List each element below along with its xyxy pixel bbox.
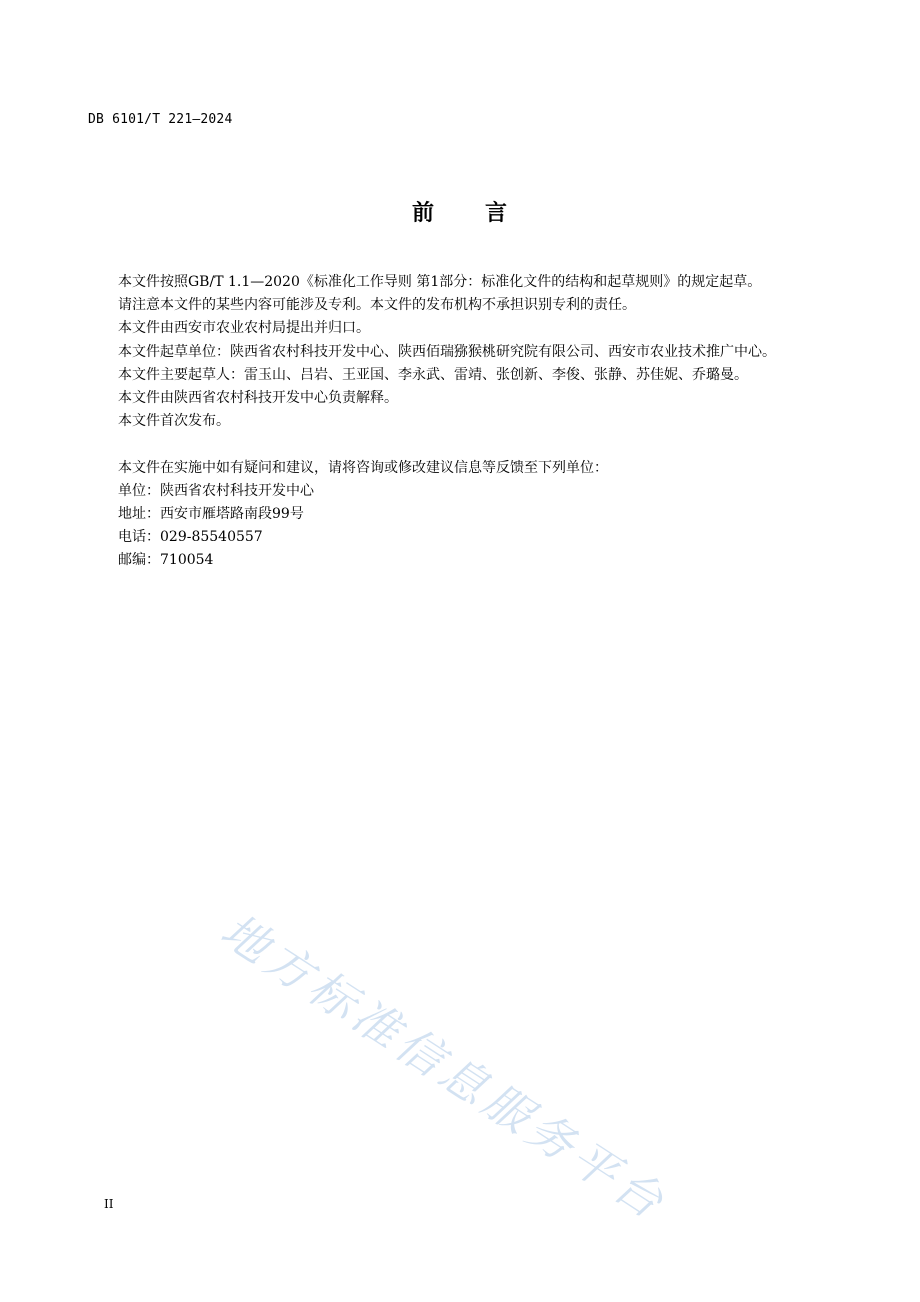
feedback-phone: 电话：029-85540557 [118,529,263,546]
feedback-postcode: 邮编：710054 [118,552,214,569]
page-number: II [104,1197,114,1211]
document-code: DB 6101/T 221—2024 [88,112,233,127]
paragraph: 本文件由西安市农业农村局提出并归口。 [118,320,370,337]
paragraph: 本文件首次发布。 [118,413,230,430]
paragraph: 本文件主要起草人：雷玉山、吕岩、王亚国、李永武、雷靖、张创新、李俊、张静、苏佳妮、乔璐曼。 [118,366,748,383]
feedback-unit: 单位：陕西省农村科技开发中心 [118,482,314,499]
feedback-intro: 本文件在实施中如有疑问和建议，请将咨询或修改建议信息等反馈至下列单位： [118,459,608,476]
feedback-address: 地址：西安市雁塔路南段99号 [118,506,304,523]
preface-body [88,271,814,573]
paragraph: 请注意本文件的某些内容可能涉及专利。本文件的发布机构不承担识别专利的责任。 [118,297,636,314]
title-char-1: 前 [411,201,435,226]
watermark: 地方标准信息服务平台 [211,902,678,1232]
title-char-2: 言 [485,201,509,226]
paragraph: 本文件由陕西省农村科技开发中心负责解释。 [118,390,398,407]
paragraph: 本文件起草单位：陕西省农村科技开发中心、陕西佰瑞猕猴桃研究院有限公司、西安市农业技术推广中心。 [118,343,776,360]
paragraph: 本文件按照GB/T 1.1—2020《标准化工作导则 第1部分：标准化文件的结构和起草规则》的规定起草。 [118,274,762,290]
page-title [0,196,920,227]
